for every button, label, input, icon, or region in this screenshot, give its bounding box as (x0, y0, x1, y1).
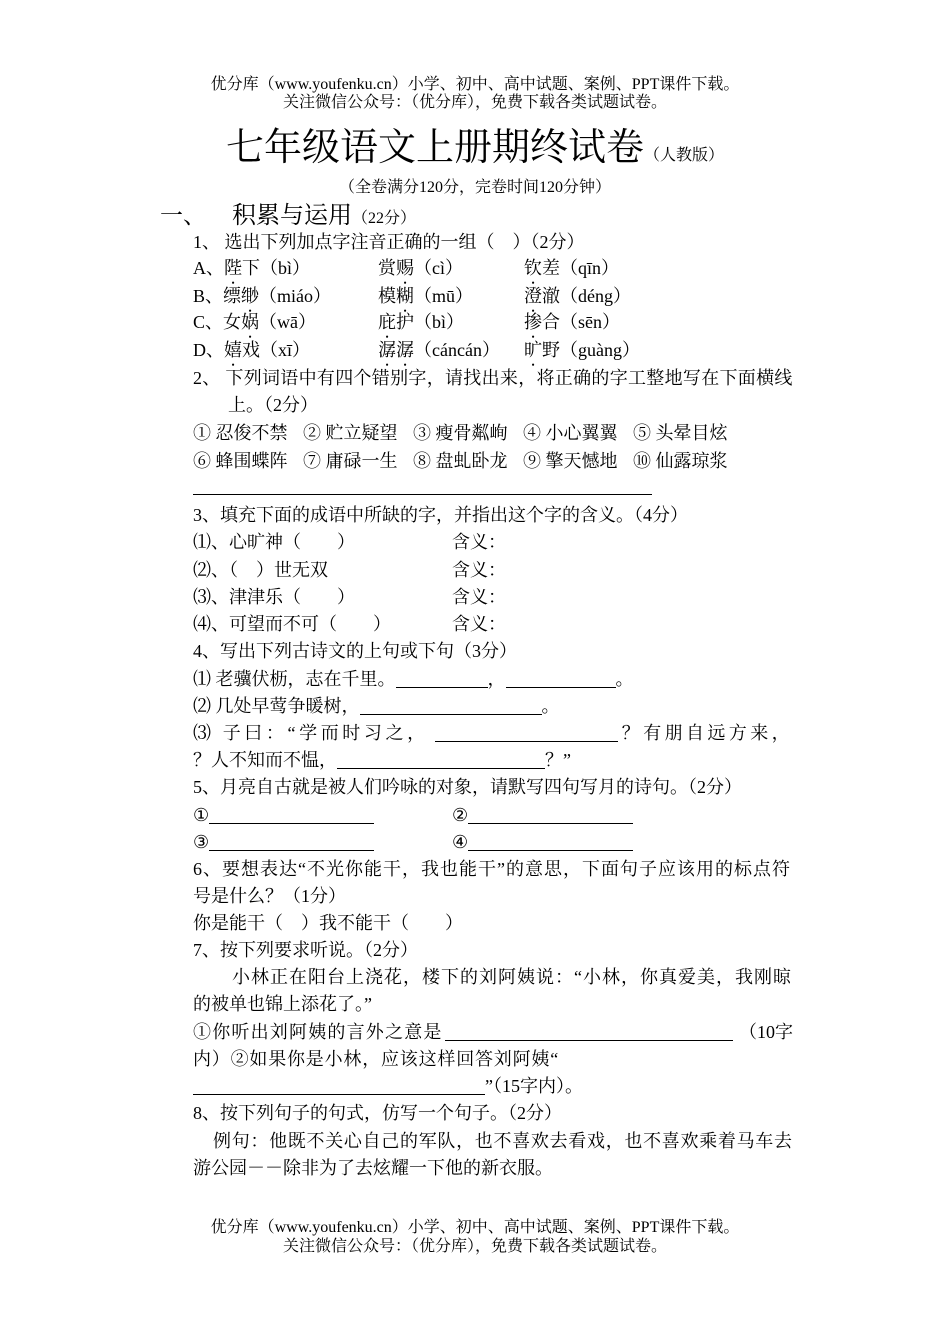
dotted-char: 潺潺 (378, 339, 414, 360)
exam-subtitle: （全卷满分120分，完卷时间120分钟） (338, 179, 611, 196)
q6-stem-line-2: 号是什么？（1分） (193, 885, 346, 906)
punctuation: 。 (541, 695, 560, 716)
q7-passage-line-1: 小林正在阳台上浇花，楼下的刘阿姨说：“小林，你真爱美，我刚晾 (232, 966, 792, 987)
q7-sub-1 (193, 1019, 793, 1046)
dotted-char: 缈 (241, 285, 260, 306)
dotted-char: 旷 (524, 339, 542, 360)
answer-blank (396, 686, 488, 688)
pinyin: （déng） (560, 285, 631, 306)
answer-blank (445, 1039, 733, 1041)
poem-text: ⑴ 老骥伏枥，志在千里。 (193, 668, 396, 689)
q7-sub-2: 内）②如果你是小林，应该这样回答刘阿姨“ (193, 1048, 559, 1069)
q3-item (193, 611, 506, 638)
section-heading (160, 201, 416, 231)
dotted-char: 嬉 (224, 339, 242, 360)
q5-cell (452, 802, 711, 829)
word-rest: 下 (242, 257, 260, 278)
idiom: ⑴、心旷神（ ） (193, 531, 355, 552)
answer-blank (337, 767, 545, 769)
pinyin: （miáo） (259, 285, 332, 306)
poem-text: ？有朋自远方来， (621, 722, 793, 743)
dotted-char: 掺 (524, 311, 542, 332)
q6-stem-line-1: 6、要想表达“不光你能干，我也能干”的意思，下面句子应该用的标点符 (193, 858, 791, 879)
dotted-char: 娲 (241, 311, 260, 332)
pinyin: （cáncán） (414, 339, 500, 360)
punctuation: 。 (615, 668, 634, 689)
pinyin: （xī） (260, 339, 311, 360)
dotted-char: 赐 (396, 257, 414, 278)
answer-blank (435, 740, 618, 742)
q2-word-row-1 (193, 420, 743, 447)
q1-option-b (193, 283, 631, 310)
section-score: （22分） (352, 210, 417, 227)
sub-question-text: ①你听出刘阿姨的言外之意是 (193, 1021, 443, 1042)
word-rest: 女 (223, 311, 242, 332)
pinyin: （bì） (260, 257, 311, 278)
dotted-char: 糊 (396, 285, 414, 306)
pinyin: （qīn） (560, 257, 620, 278)
pinyin: （cì） (414, 257, 463, 278)
meaning-label: 含义： (452, 559, 506, 580)
poem-text: ⑵ 几处早莺争暖树， (193, 695, 360, 716)
title-edition: （人教版） (644, 147, 725, 164)
answer-blank (468, 822, 633, 824)
page-title (0, 126, 950, 170)
word-rest: 合 (542, 311, 560, 332)
answer-blank (360, 713, 542, 715)
meaning-label: 含义： (452, 586, 506, 607)
q3-item (193, 557, 506, 584)
option-label: D、 (193, 339, 224, 360)
q2-stem-line-2: 上。（2分） (228, 394, 318, 415)
q7-sub-2-answer (193, 1073, 583, 1100)
word-rest: 模 (378, 285, 396, 306)
q8-example-line-2: 游公园－－除非为了去炫耀一下他的新衣服。 (193, 1157, 553, 1178)
pinyin: （guàng） (560, 339, 640, 360)
q5-cell (193, 802, 452, 829)
q5-row-2 (193, 829, 711, 856)
q4-item-3-continued (193, 747, 571, 774)
footer-line-1: 优分库（www.youfenku.cn）小学、初中、高中试题、案例、PPT课件下载。 (210, 1218, 740, 1236)
word-rest: 差 (542, 257, 560, 278)
header-line-2: 关注微信公众号：（优分库），免费下载各类试题试卷。 (282, 94, 667, 111)
section-name: 积累与运用 (232, 203, 352, 229)
word-rest: 野 (542, 339, 560, 360)
q4-item-1 (193, 666, 634, 693)
q2-word: ⑨ 擎天憾地 (523, 450, 618, 471)
word-rest: 护 (396, 311, 414, 332)
q6-sentence: 你是能干（ ）我不能干（ ） (193, 912, 463, 933)
dotted-char: 钦 (524, 257, 542, 278)
pinyin: （wā） (259, 311, 317, 332)
option-label: C、 (193, 311, 224, 332)
idiom: ⑶、津津乐（ ） (193, 586, 355, 607)
q8-example-line-1: 例句：他既不关心自己的军队，也不喜欢去看戏，也不喜欢乘着马车去 (213, 1130, 793, 1151)
header-line-1: 优分库（www.youfenku.cn）小学、初中、高中试题、案例、PPT课件下载。 (210, 76, 740, 93)
poem-text: ⑶ 子曰：“学而时习之， (193, 722, 429, 743)
answer-blank (209, 849, 374, 851)
q2-word-row-2 (193, 448, 743, 475)
q2-word: ⑧ 盘虬卧龙 (413, 450, 508, 471)
q3-item (193, 584, 506, 611)
q5-cell (452, 829, 711, 856)
q4-item-2 (193, 693, 560, 720)
blank-label: ③ (193, 831, 210, 852)
footer-line-2: 关注微信公众号：（优分库），免费下载各类试题试卷。 (282, 1237, 667, 1255)
meaning-label: 含义： (452, 531, 506, 552)
q1-option-d (193, 337, 640, 364)
word-rest: 澈 (542, 285, 560, 306)
answer-blank (193, 1093, 485, 1095)
q5-row-1 (193, 802, 711, 829)
pinyin: （mū） (414, 285, 474, 306)
word-limit: （10字 (739, 1021, 793, 1042)
dotted-char: 澄 (524, 285, 542, 306)
idiom: ⑷、可望而不可（ ） (193, 613, 391, 634)
dotted-char: 庇 (378, 311, 396, 332)
answer-blank (468, 849, 633, 851)
word-rest: 戏 (242, 339, 260, 360)
blank-label: ① (193, 804, 210, 825)
meaning-label: 含义： (452, 613, 506, 634)
pinyin: （bì） (414, 311, 465, 332)
q5-cell (193, 829, 452, 856)
q4-item-3 (193, 720, 793, 747)
q2-word: ⑩ 仙露琼浆 (633, 450, 728, 471)
word-limit: ”（15字内）。 (485, 1075, 583, 1096)
q1-option-c (193, 309, 620, 336)
q7-stem: 7、按下列要求听说。（2分） (193, 939, 418, 960)
q2-word: ① 忍俊不禁 (193, 422, 288, 443)
q8-stem: 8、按下列句子的句式，仿写一个句子。（2分） (193, 1102, 562, 1123)
q2-word: ③ 瘦骨粼峋 (413, 422, 508, 443)
q2-word: ⑦ 庸碌一生 (303, 450, 398, 471)
q2-answer-line (193, 494, 652, 495)
section-number: 一、 (160, 203, 206, 228)
q5-stem: 5、月亮自古就是被人们吟咏的对象，请默写四句写月的诗句。（2分） (193, 776, 742, 797)
q7-passage-line-2: 的被单也锦上添花了。” (193, 993, 372, 1014)
answer-blank (209, 822, 374, 824)
punctuation: ？” (545, 749, 571, 770)
q2-word: ④ 小心翼翼 (523, 422, 618, 443)
q1-stem: 1、 选出下列加点字注音正确的一组（ ）（2分） (193, 231, 585, 252)
option-label: A、 (193, 257, 224, 278)
q2-word: ⑤ 头晕目炫 (633, 422, 728, 443)
q2-stem-line-1: 2、 下列词语中有四个错别字，请找出来，将正确的字工整地写在下面横线 (193, 367, 793, 388)
word-rest: 赏 (378, 257, 396, 278)
pinyin: （sēn） (560, 311, 620, 332)
q2-word: ⑥ 蜂围蝶阵 (193, 450, 288, 471)
poem-text: ？人不知而不愠， (193, 749, 337, 770)
q3-item (193, 529, 506, 556)
q4-stem: 4、写出下列古诗文的上句或下句（3分） (193, 640, 517, 661)
blank-label: ② (452, 804, 469, 825)
answer-blank (506, 686, 616, 688)
q2-word: ② 贮立疑望 (303, 422, 398, 443)
punctuation: ， (487, 668, 506, 689)
q1-option-a (193, 255, 619, 282)
blank-label: ④ (452, 831, 469, 852)
q3-stem: 3、填充下面的成语中所缺的字，并指出这个字的含义。（4分） (193, 504, 688, 525)
dotted-char: 陛 (224, 257, 242, 278)
title-main: 七年级语文上册期终试卷 (225, 127, 644, 169)
word-rest: 缥 (223, 285, 242, 306)
option-label: B、 (193, 285, 224, 306)
idiom: ⑵、（ ）世无双 (193, 559, 328, 580)
